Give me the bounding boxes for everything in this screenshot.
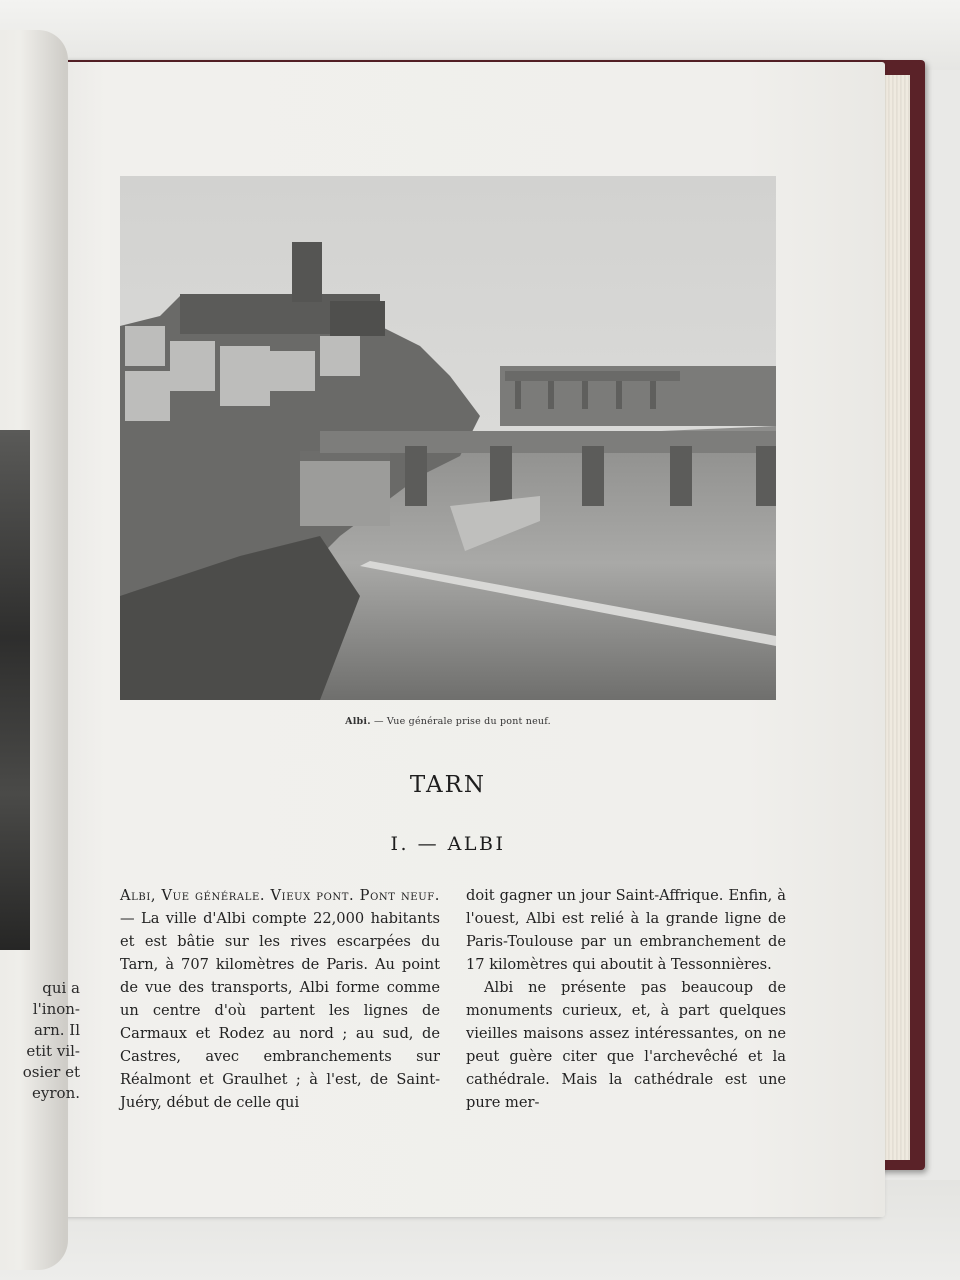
photo-caption (120, 716, 776, 727)
left-fragment-line: arn. Il (33, 1021, 80, 1039)
left-page (0, 30, 80, 1270)
section-heading: TARN (409, 772, 487, 798)
left-fragment-line: osier et (22, 1063, 80, 1081)
body-paragraph: Albi ne présente pas beaucoup de monuments curieux, et, à part quelques vieilles maisons assez intéressantes, on ne peut guère citer que l'archevêché et la cathédrale. Mais la cathédrale est une pure mer- (466, 979, 786, 1111)
albi-photograph (120, 176, 776, 700)
left-fragment-line: eyron. (32, 1084, 80, 1102)
paragraph-text: — La ville d'Albi compte 22,000 habitants et est bâtie sur les rives escarpées du Tarn, à 707 kilomètres de Paris. Au point de vue des transports, Albi forme comme un centre d'où partent les lignes de Carmaux et Rodez au nord ; au sud, de Castres, avec embranchements sur Réalmont et Graulhet ; à l'est, de Saint-Juéry, début de celle qui (120, 910, 440, 1111)
chapter-title: I. — ALBI (390, 833, 506, 855)
caption-text: — Vue générale prise du pont neuf. (370, 716, 551, 727)
body-paragraph (120, 884, 440, 1114)
lead-in: Albi, Vue générale. Vieux pont. Pont neuf. (120, 887, 440, 904)
left-page-photo-edge (0, 430, 30, 950)
left-fragment-line: etit vil- (26, 1042, 80, 1060)
left-fragment-line: l'inon- (32, 1000, 80, 1018)
left-fragment-line: qui a (42, 979, 80, 997)
body-paragraph: doit gagner un jour Saint-Affrique. Enfin, à l'ouest, Albi est relié à la grande ligne de Paris-Toulouse par un embranchement de 17 kilomètres qui aboutit à Tessonnières. (466, 887, 786, 973)
caption-place: Albi. (345, 716, 371, 727)
body-column-left (120, 884, 440, 1114)
left-page-text-fragments (0, 978, 80, 1104)
body-column-right (466, 884, 786, 1114)
